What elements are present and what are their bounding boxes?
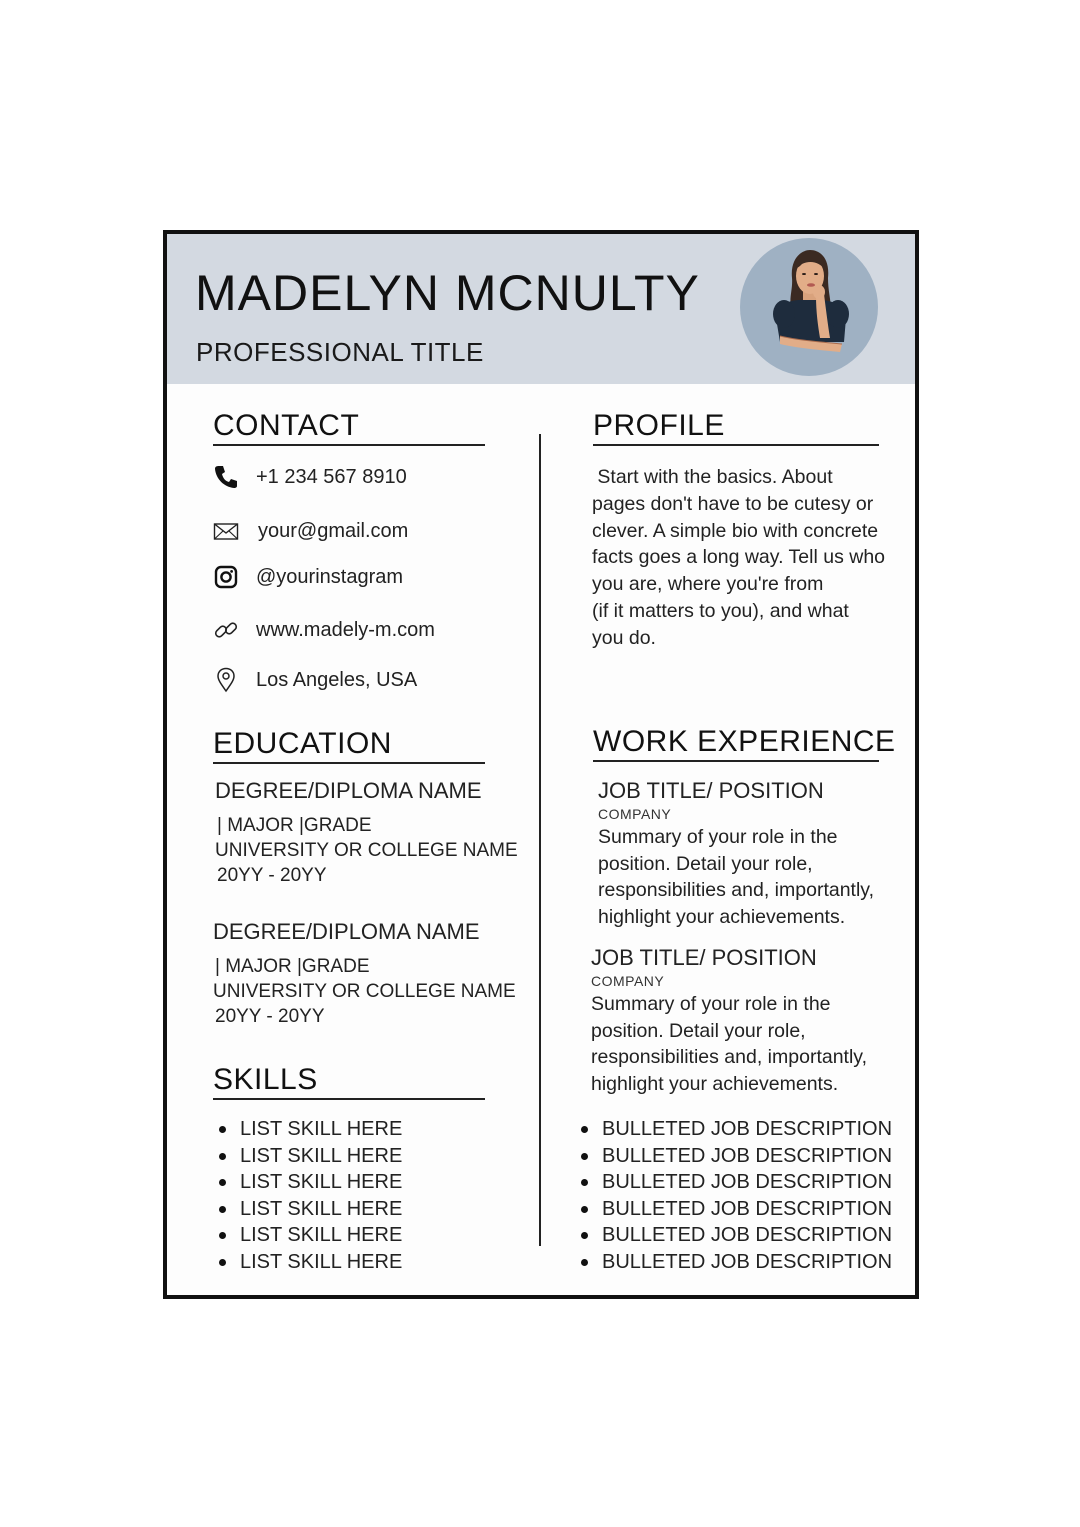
profile-section [593,408,879,446]
school-name: UNIVERSITY OR COLLEGE NAME [213,981,516,1002]
job-summary-line: Summary of your role in the [598,826,838,848]
education-heading: EDUCATION [213,726,485,764]
company-name: COMPANY [598,806,672,822]
contact-instagram [213,562,404,592]
job-description-item: BULLETED JOB DESCRIPTION [578,1249,892,1276]
job-summary-line: responsibilities and, importantly, [591,1046,868,1069]
resume-page [163,230,919,1299]
instagram-icon [213,564,239,590]
profile-line: pages don't have to be cutesy or [592,492,874,515]
contact-location [213,665,418,695]
phone-text: +1 234 567 8910 [256,465,407,488]
job-entry [591,945,887,1097]
instagram-text: @yourinstagram [256,565,404,588]
education-years: 20YY - 20YY [215,1006,325,1027]
school-name: UNIVERSITY OR COLLEGE NAME [215,840,518,861]
education-entry [215,778,518,888]
contact-section [213,408,485,446]
email-text: your@gmail.com [258,519,409,542]
job-description-item: BULLETED JOB DESCRIPTION [578,1116,892,1143]
contact-phone [213,462,407,492]
profile-line: you are, where you're from [592,573,824,596]
skill-item: LIST SKILL HERE [216,1143,402,1170]
job-description-list [578,1116,892,1276]
job-summary-line: responsibilities and, importantly, [598,879,875,902]
education-entry [213,919,516,1029]
major-grade: | MAJOR |GRADE [215,956,370,977]
skill-item: LIST SKILL HERE [216,1116,402,1143]
job-summary-line: highlight your achievements. [591,1072,839,1095]
work-experience-heading: WORK EXPERIENCE [593,724,879,762]
degree-name: DEGREE/DIPLOMA NAME [213,919,480,944]
woman-portrait-illustration-icon [740,238,878,376]
degree-name: DEGREE/DIPLOMA NAME [215,778,482,803]
profile-line: facts goes a long way. Tell us who [592,546,886,569]
link-icon [213,617,239,643]
skills-list [216,1116,402,1276]
contact-email [213,516,409,546]
skills-heading: SKILLS [213,1062,485,1100]
contact-heading: CONTACT [213,408,485,446]
education-section [213,726,485,764]
job-summary-line: position. Detail your role, [591,1019,806,1042]
profile-line: Start with the basics. About [592,466,833,488]
mail-icon [213,518,239,544]
skill-item: LIST SKILL HERE [216,1249,402,1276]
profile-line: you do. [592,626,656,649]
profile-heading: PROFILE [593,408,879,446]
profile-line: clever. A simple bio with concrete [592,519,879,542]
location-text: Los Angeles, USA [256,668,418,691]
work-experience-section [593,724,896,762]
major-grade: | MAJOR |GRADE [217,815,372,836]
skill-item: LIST SKILL HERE [216,1222,402,1249]
candidate-name: MADELYN MCNULTY [195,265,700,321]
job-summary [591,991,887,1097]
education-years: 20YY - 20YY [217,865,327,886]
phone-icon [213,464,239,490]
job-description-item: BULLETED JOB DESCRIPTION [578,1196,892,1223]
skill-item: LIST SKILL HERE [216,1169,402,1196]
skills-section [213,1062,485,1100]
job-description-item: BULLETED JOB DESCRIPTION [578,1222,892,1249]
header-band [167,234,915,384]
job-title: JOB TITLE/ POSITION [591,945,817,970]
job-title: JOB TITLE/ POSITION [598,778,824,803]
profile-text [592,464,892,652]
avatar [740,238,878,376]
skill-item: LIST SKILL HERE [216,1196,402,1223]
job-summary-line: highlight your achievements. [598,905,846,928]
job-summary [598,824,888,930]
job-summary-line: position. Detail your role, [598,852,813,875]
column-divider [539,434,541,1246]
company-name: COMPANY [591,973,665,989]
job-description-item: BULLETED JOB DESCRIPTION [578,1169,892,1196]
job-summary-line: Summary of your role in the [591,993,831,1015]
location-pin-icon [213,667,239,693]
job-description-item: BULLETED JOB DESCRIPTION [578,1143,892,1170]
website-text: www.madely-m.com [256,618,435,641]
job-entry [598,778,888,930]
profile-line: (if it matters to you), and what [592,599,849,622]
contact-website [213,615,435,645]
professional-title: PROFESSIONAL TITLE [196,337,484,367]
